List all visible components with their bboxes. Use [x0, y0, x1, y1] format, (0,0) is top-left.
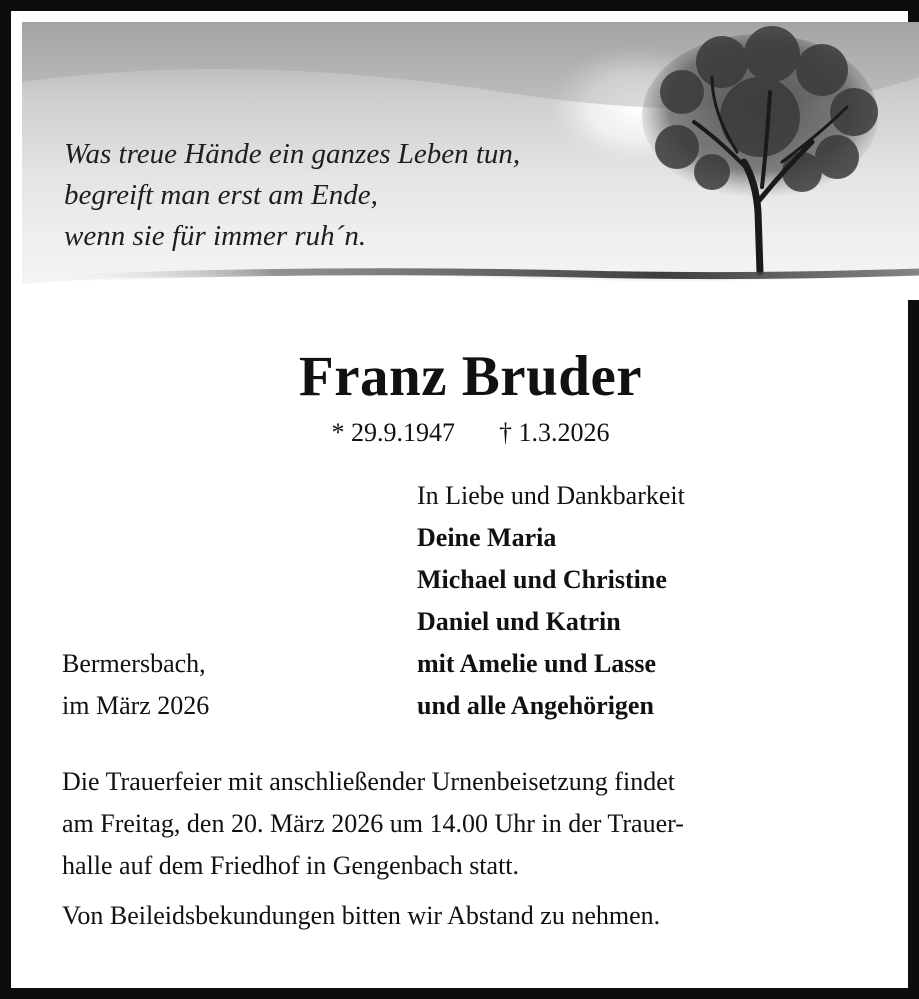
mourner-name: und alle Angehörigen [417, 691, 654, 720]
place-name: Bermersbach, [62, 649, 206, 678]
mourners-signoff [417, 475, 685, 727]
mourner-name: mit Amelie und Lasse [417, 649, 657, 678]
deceased-name: Franz Bruder [298, 345, 643, 408]
funeral-notice [62, 761, 882, 937]
signoff-intro: In Liebe und Dankbarkeit [417, 481, 685, 510]
death-date: † 1.3.2026 [499, 418, 610, 447]
quote-line: begreift man erst am Ende, [64, 179, 378, 211]
funeral-text-line: Die Trauerfeier mit anschließender Urnenbeisetzung findet [62, 767, 675, 796]
life-dates [11, 415, 919, 451]
notice-date: im März 2026 [62, 691, 210, 720]
quote-line: Was treue Hände ein ganzes Leben tun, [64, 138, 521, 170]
birth-date: * 29.9.1947 [331, 418, 455, 447]
condolence-request: Von Beileidsbekundungen bitten wir Abstand zu nehmen. [62, 901, 661, 930]
quote-line: wenn sie für immer ruh´n. [64, 220, 367, 252]
memorial-quote [64, 134, 520, 257]
place-and-date [62, 643, 209, 727]
funeral-text-line: halle auf dem Friedhof in Gengenbach statt. [62, 851, 520, 880]
mourner-name: Deine Maria [417, 523, 557, 552]
mourner-name: Daniel und Katrin [417, 607, 621, 636]
mourner-name: Michael und Christine [417, 565, 667, 594]
header-banner [22, 22, 919, 300]
funeral-text-line: am Freitag, den 20. März 2026 um 14.00 Uhr in der Trauer- [62, 809, 684, 838]
